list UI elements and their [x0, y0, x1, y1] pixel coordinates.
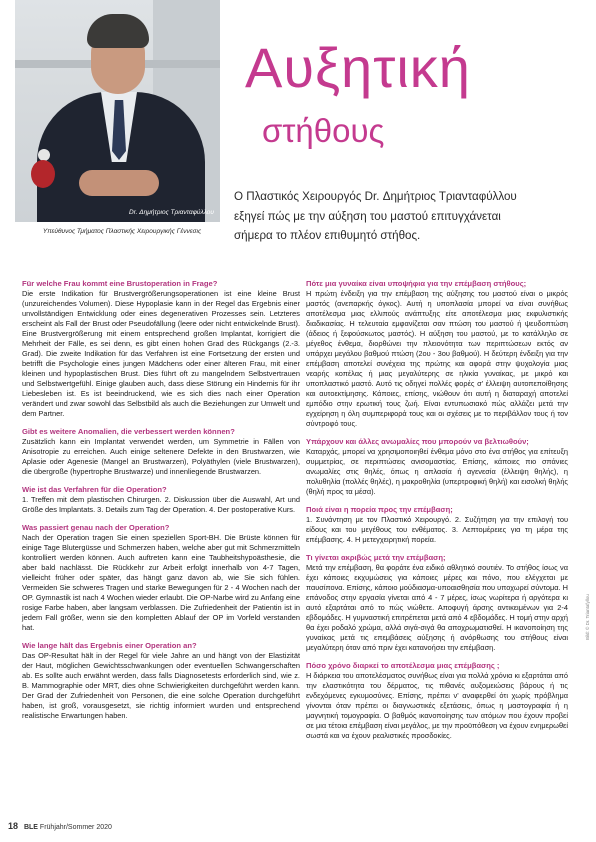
issue-label: Frühjahr/Sommer 2020 [39, 824, 112, 831]
page-number: 18 [8, 821, 19, 831]
section-gr-3 [306, 505, 568, 545]
section-body: Nach der Operation tragen Sie einen speziellen Sport-BH. Die Brüste können für einige Tage Blutergüsse und Schmerzen haben, welche aber gut mit Schmerzmitteln kontrolliert werden können. Auch auftreten kann eine Taubheitshypoästhesie, die aber bald nachlässt. Die Rückkehr zur Arbeit erfolgt innerhalb von 4-7 Tagen, vielleicht früher oder später, das hängt ganz davon ab, wie Sie sich fühlen. Vermeiden Sie schweres Tragen und starke Bewegungen für 2 - 4 Wochen nach der OP. Gymnastik ist nach 4 Wochen wieder erlaubt. Die OP-Narbe wird zu Anfang eine rosige Farbe haben, aber langsam verblassen. Die Zufriedenheit der Patientin ist in jedem Fall größer, wenn sie den kompletten Ablauf der OP im Vorfeld verstanden hat. [22, 533, 300, 632]
doctor-photo [15, 0, 220, 222]
photo-hands [79, 170, 159, 196]
section-gr-4 [306, 553, 568, 653]
section-body: 1. Treffen mit dem plastischen Chirurgen. 2. Diskussion über die Auswahl, Art und Größe des Implantats. 3. Details zum Tag der Operation. 4. Der postoperative Kurs. [22, 495, 300, 514]
section-heading: Gibt es weitere Anomalien, die verbessert werden können? [22, 427, 235, 436]
column-german [22, 279, 300, 729]
photo-subcaption: Υπεύθυνος Τμήματος Πλαστικής Χειρουργικής Γέννεσις [42, 228, 202, 235]
intro-line: Ο Πλαστικός Χειρουργός Dr. Δημήτριος Τριανταφύλλου [234, 190, 517, 203]
page-title-line2: στήθους [262, 112, 385, 149]
section-body: Die erste Indikation für Brustvergrößerungsoperationen ist eine kleine Brust (unzureichendes Volumen). Diese Hypoplasie kann in der Regel das Ergebnis einer unvollständigen Entwicklung oder eines degenerativen Prozesses sein. Letzteres erscheint als Fall der Brust oder Pseudofällung (leere oder nicht entwickelnde Brust). Eine Brustvergrößerung mit einem entsprechend großen Implantat, korrigiert die Mehrheit der Fälle, es sei denn, es gibt einen hohen Grad des Rückgangs (2.-3. Grad). Die zweite Indikation für das Verfahren ist eine Fortsetzung der ersten und betrifft die Psychologie eines jungen Mädchens oder einer älteren Frau, mit einer kleinen und hypoplastischen Brust. Dies führt oft zu mangelndem Selbstvertrauen und Selbstwertgefühl. Einige glauben auch, dass diese Störung ein Hindernis für ihr Liebesleben ist. Es ist beeindruckend, wie es sich dies nach einer Operation verändert und zwar sowohl das Selbstbild als auch die Beziehungen zur Umwelt und dem Partner. [22, 289, 300, 418]
section-heading: Für welche Frau kommt eine Brustoperation in Frage? [22, 279, 218, 288]
section-body: 1. Συνάντηση με τον Πλαστικό Χειρουργό. 2. Συζήτηση για την επιλογή του είδους και του μεγέθους του ενθέματος. 3. Λεπτομέρειες για τη μέρα της επέμβασης. 4. Η μετεγχειρητική πορεία. [306, 515, 568, 544]
section-de-2 [22, 427, 300, 477]
section-heading: Πότε μια γυναίκα είναι υποψήφια για την επέμβαση στήθους; [306, 279, 527, 288]
photo-hair [87, 14, 149, 48]
section-heading: Τι γίνεται ακριβώς μετά την επέμβαση; [306, 553, 446, 562]
photo-figurine [31, 160, 55, 188]
section-body: Zusätzlich kann ein Implantat verwendet werden, um Symmetrie in Fällen von Anisotropie zu erreichen. Auch einige seltenere Defekte in den Brustwarzen, wie Aplasie oder Agenesie (Mangel an Brustwarzen), Polyäthylen (viele Brustwarzen), die übergroße (hypertrophe Brustwarze) und innenliegende Brustwarzen. [22, 437, 300, 476]
section-heading: Πόσο χρόνο διαρκεί το αποτέλεσμα μιας επέμβασης ; [306, 661, 500, 670]
section-heading: Υπάρχουν και άλλες ανωμαλίες που μπορούν να βελτιωθούν; [306, 437, 529, 446]
intro-line: σήμερα το πλέον επιθυμητό στήθος. [234, 229, 421, 242]
page-footer [8, 821, 112, 831]
section-body: Η πρώτη ένδειξη για την επέμβαση της αύξησης του μαστού είναι ο μικρός μαστός (ανεπαρκής όγκος). Αυτή η υποπλασία μπορεί να είναι συνήθως αποτέλεσμα μιας ελλιπούς ανάπτυξης είτε αποτέλεσμα μιας εκφυλιστικής διαδικασίας. Η τελευταία εμφανίζεται σαν πτώση του μαστού ή ψευδοπτώση (άδειος ή ξεφούσκωτος μαστός). Η αύξηση του μαστού, με το κατάλληλο σε μέγεθος ένθεμα, διορθώνει την πλειονότητα των περιπτώσεων εκτός αν υπάρχει μεγάλου βαθμού πτώση (2ου - 3ου βαθμού). Η δεύτερη ένδειξη για την επέμβαση αποτελεί συνέχεια της πρώτης και αφορά στην ψυχολογία μιας νεαρής κοπέλας ή μιας μεγαλύτερης σε ηλικία γυναίκας, με μικρό και υποπλαστικό μαστό. Αυτό τις οδηγεί πολλές φορές σ' έλλειψη αυτοπεποίθησης και αυτοεκτίμησης. Κάποιες, επίσης, νιώθουν ότι αυτή η διαταραχή αποτελεί εμπόδιο στην ερωτική τους ζωή. Είναι εντυπωσιακό πώς αλλάζει μετά την εγχείρηση η όλη συμπεριφορά τους και οι σχέσεις με το περιβάλλον τους ή τον σύντροφό τους. [306, 289, 568, 428]
section-body: Καταρχάς, μπορεί να χρησιμοποιηθεί ένθεμα μόνο στο ένα στήθος για επίτευξη συμμετρίας, σε περιπτώσεις ανισομαστίας. Επίσης, κάποιες πιο σπάνιες ανωμαλίες στις θηλές, όπως η απλασία ή αγενεσία (έλλειψη θηλής), η πολυθηλία (πολλές θηλές), η μακροθηλία (υπερτροφική θηλή) και εισολκή θηλής (θηλή προς τα μέσα). [306, 447, 568, 496]
section-heading: Wie ist das Verfahren für die Operation? [22, 485, 167, 494]
section-body: Μετά την επέμβαση, θα φοράτε ένα ειδικό αθλητικό σουτιέν. Το στήθος ίσως να έχει κάποιες εκχυμώσεις για κάποιες μέρες και πόνο, που ελέγχεται με παυσίπονα. Επίσης, κάποιο μούδιασμα-υποαισθησία που υποχωρεί σύντομα. Η επάνοδος στην εργασία γίνεται από 4 - 7 μέρες, ίσως νωρίτερα ή αργότερα κι αυτό εξαρτάται από το πώς νιώθετε. Αποφυγή άρσης αντικειμένων για 2-4 εβδομάδες. Η γυμναστική επιτρέπεται μετά από 4 εβδομάδες. Η τομή στην αρχή θα έχει ροδαλό χρώμα, αλλά σιγά-σιγά θα αποχρωματισθεί. Η ικανοποίηση της γυναίκας μετά τις επεμβάσεις αύξησης ή ανόρθωσης του στήθους είναι μεγαλύτερη όταν από πριν έχει κατανοήσει την επέμβαση. [306, 563, 568, 652]
section-de-5 [22, 641, 300, 721]
page-title-line1: Αυξητική [245, 36, 471, 99]
photo-credit: Bild: © Dr. Triantafyllou [585, 594, 590, 640]
section-heading: Ποιά είναι η πορεία προς την επέμβαση; [306, 505, 453, 514]
section-body: Das OP-Resultat hält in der Regel für viele Jahre an und hängt von der Elastizität der Haut, möglichen Gewichtsschwankungen oder eventuellen Schwangerschaften ab. Es sollte auch erwähnt werden, dass falls Diagnosetests erforderlich sind, wie z. B. Mammographie oder MRT, dies ohne Schwierigkeiten durchgeführt werden kann. Der Grad der Zufriedenheit von Personen, die eine solche Operation durchgeführt haben, ist groß, vorausgesetzt, sie richtig informiert wurden und entsprechend realistische Erwartungen haben. [22, 651, 300, 720]
section-gr-1 [306, 279, 568, 429]
magazine-name: BLE [23, 824, 38, 831]
section-de-3 [22, 485, 300, 515]
section-de-4 [22, 523, 300, 633]
intro-line: εξηγεί πώς με την αύξηση του μαστού επιτυγχάνεται [234, 209, 501, 223]
section-gr-2 [306, 437, 568, 497]
section-heading: Wie lange hält das Ergebnis einer Operation an? [22, 641, 197, 650]
section-de-1 [22, 279, 300, 419]
section-gr-5 [306, 661, 568, 741]
section-body: Η διάρκεια του αποτελέσματος συνήθως είναι για πολλά χρόνια κι εξαρτάται από την ελαστικότητα του δέρματος, τις πιθανές αυξομειώσεις βάρους ή τις ενδεχόμενες εγκυμοσύνες. Επίσης, πρέπει ν' αναφερθεί ότι χωρίς πρόβλημα γίνονται όταν πρέπει οι διαγνωστικές εξετάσεις, όπως η μαστογραφία ή η μαγνητική τομογραφία. Ο βαθμός ικανοποίησης των ατόμων που έχουν προβεί σε μια τέτοια επέμβαση είναι μεγάλος, με την προϋπόθεση να έχουν ενημερωθεί σωστά και να έχουν ρεαλιστικές προσδοκίες. [306, 671, 568, 740]
photo-caption: Dr. Δημήτριος Τριανταφύλλου [129, 209, 214, 216]
intro-text [234, 187, 574, 246]
section-heading: Was passiert genau nach der Operation? [22, 523, 170, 532]
column-greek [306, 279, 568, 749]
